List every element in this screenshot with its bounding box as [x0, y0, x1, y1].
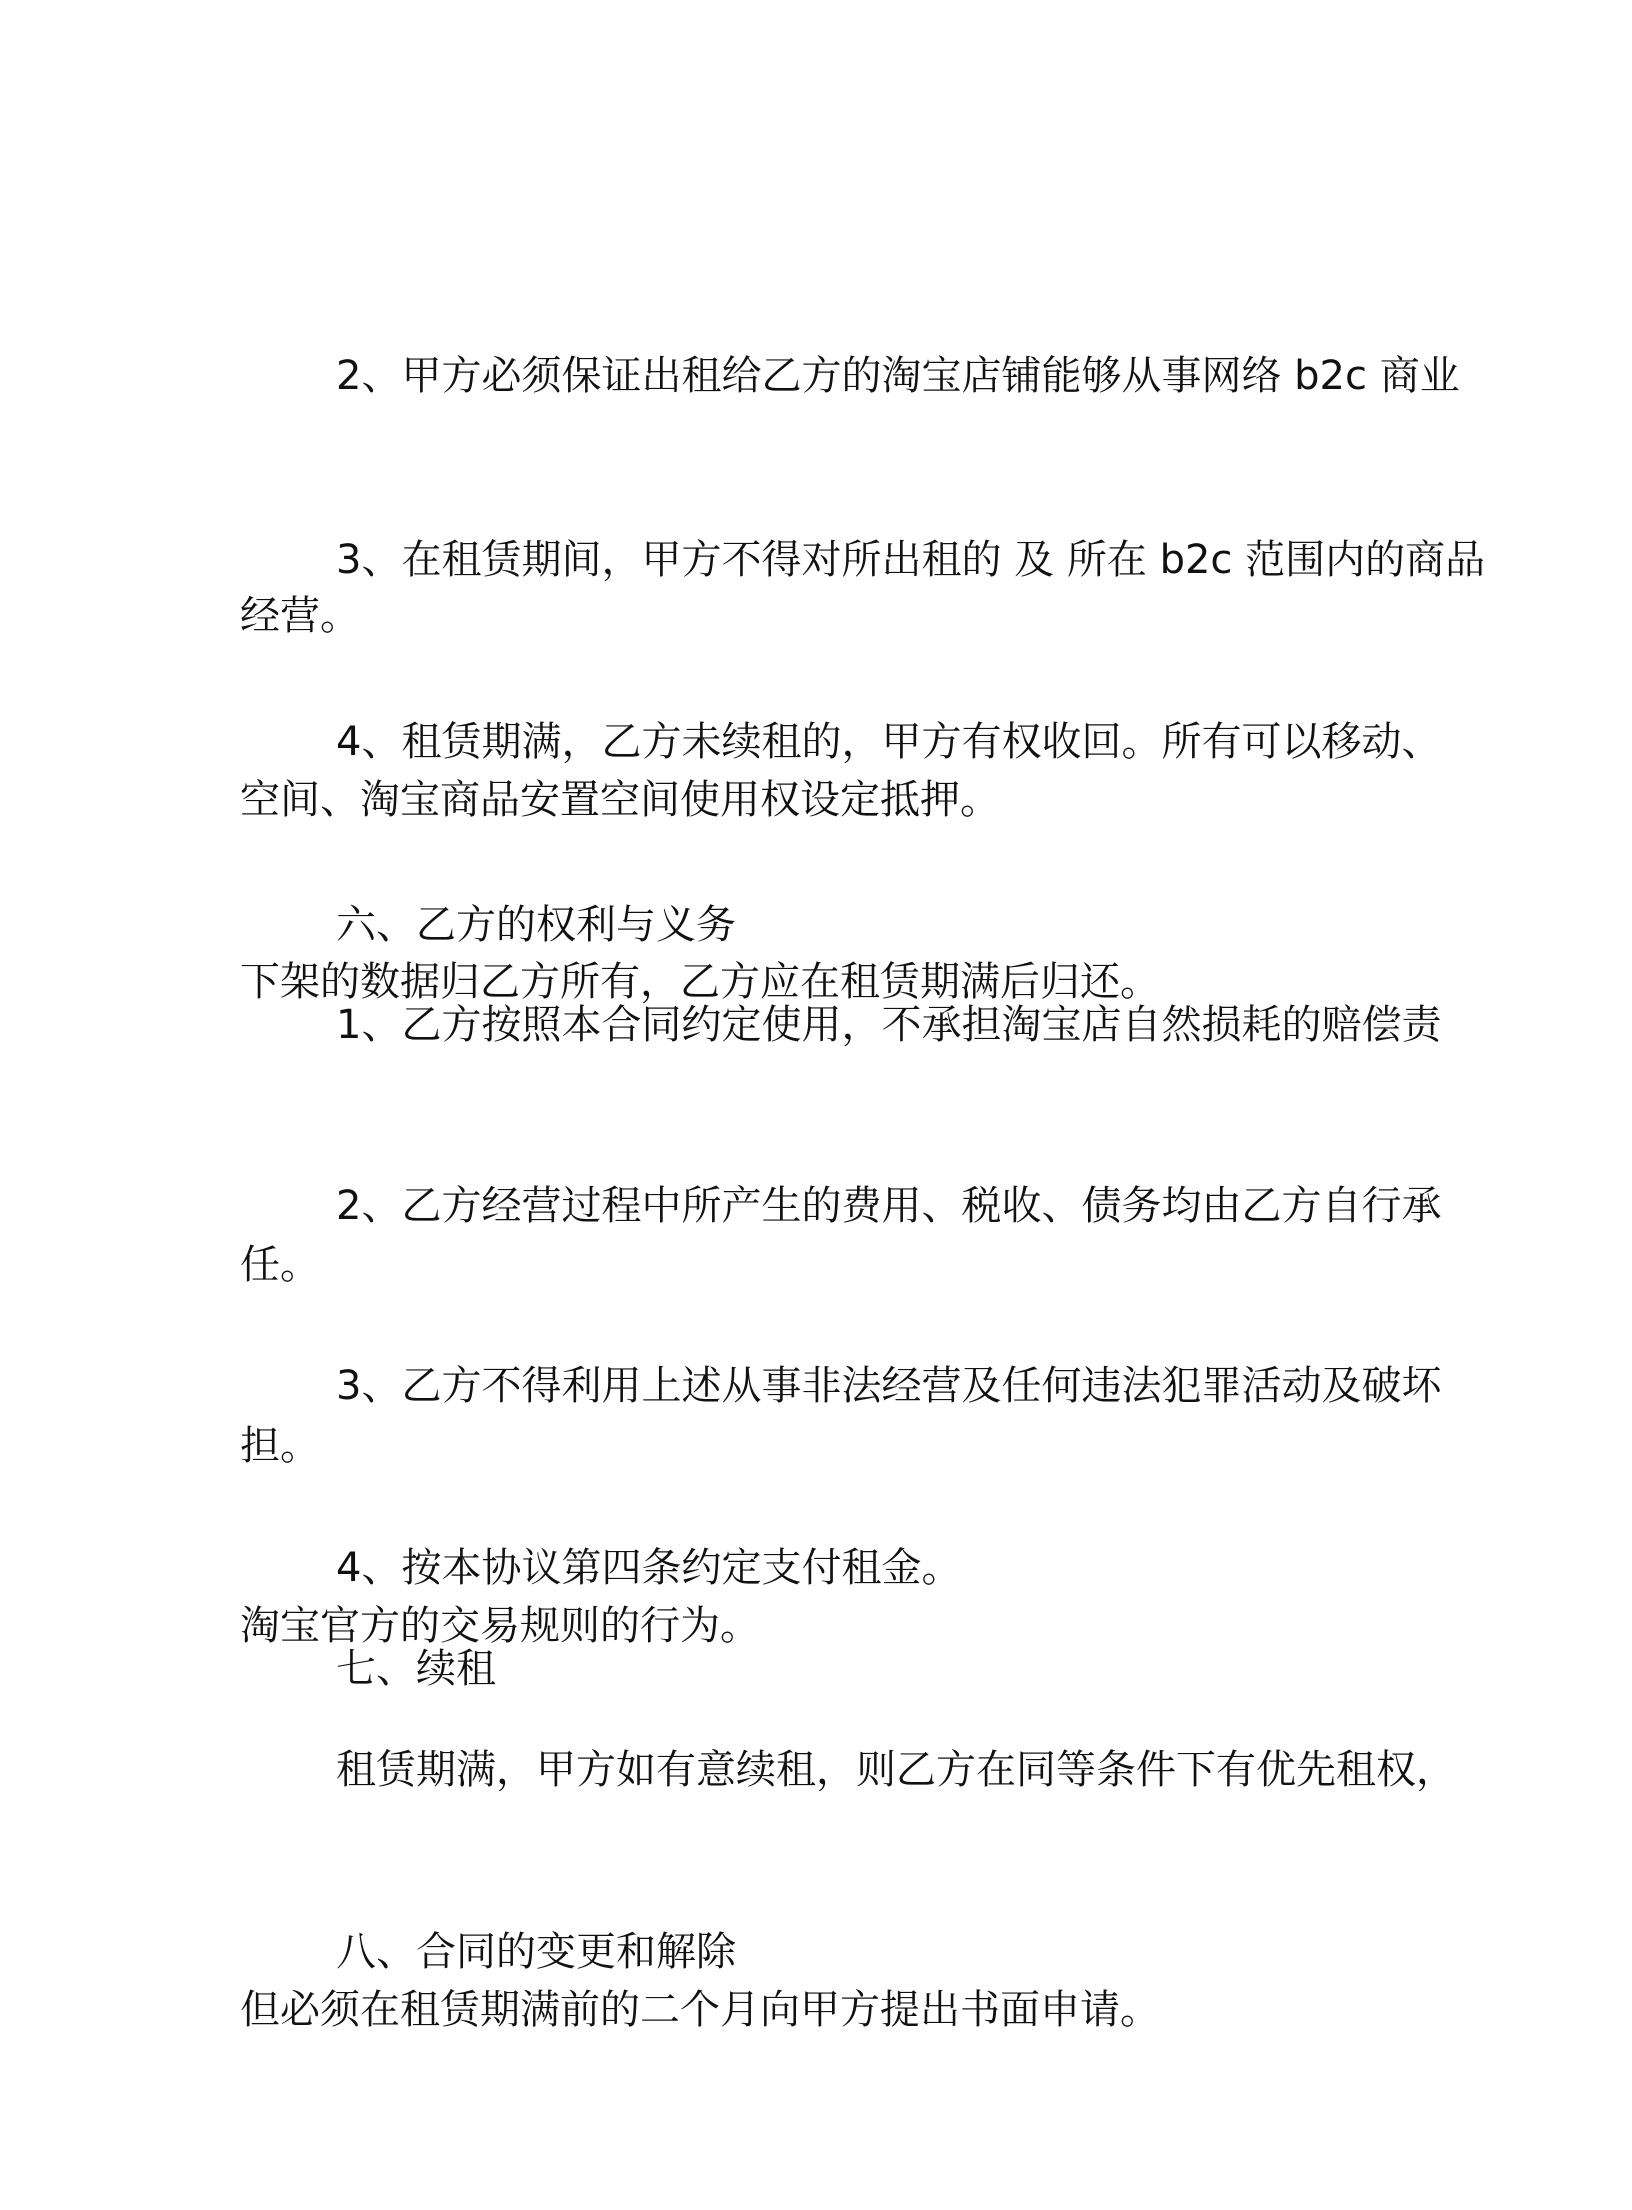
text-line: 七、续租 [336, 1646, 496, 1692]
text-line: 3、在租赁期间，甲方不得对所出租的 及 所在 b2c 范围内的商品 [336, 537, 1486, 583]
text-line: 担。 [240, 1423, 320, 1469]
text-line: 空间、淘宝商品安置空间使用权设定抵押。 [240, 777, 1000, 823]
text-line: 1、乙方按照本合同约定使用，不承担淘宝店自然损耗的赔偿责 [336, 1002, 1442, 1048]
section-heading-8 [240, 1752, 1390, 2152]
text-line: 3、乙方不得利用上述从事非法经营及任何违法犯罪活动及破坏 [336, 1363, 1442, 1409]
text-line: 2、乙方经营过程中所产生的费用、税收、债务均由乙方自行承 [336, 1183, 1442, 1229]
text-line: 经营。 [240, 593, 360, 639]
text-line: 2、甲方必须保证出租给乙方的淘宝店铺能够从事网络 b2c 商业 [336, 353, 1460, 399]
text-line: 下架的数据归乙方所有，乙方应在租赁期满后归还。 [240, 959, 1160, 1005]
text-line: 六、乙方的权利与义务 [336, 902, 736, 948]
text-line: 4、租赁期满，乙方未续租的，甲方有权收回。所有可以移动、 [336, 719, 1442, 765]
text-line: 八、合同的变更和解除 [336, 1929, 736, 1975]
text-line: 4、按本协议第四条约定支付租金。 [336, 1545, 962, 1591]
text-line: 租赁期满，甲方如有意续租，则乙方在同等条件下有优先租权， [336, 1747, 1456, 1793]
text-line: 但必须在租赁期满前的二个月向甲方提出书面申请。 [240, 1987, 1160, 2033]
text-line: 任。 [240, 1242, 320, 1288]
text-line: 淘宝官方的交易规则的行为。 [240, 1603, 760, 1649]
